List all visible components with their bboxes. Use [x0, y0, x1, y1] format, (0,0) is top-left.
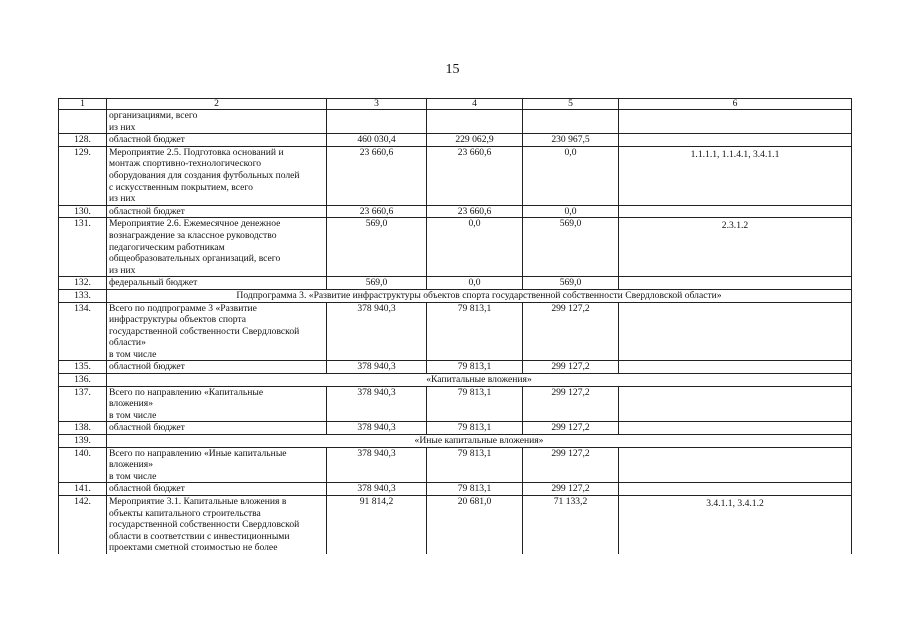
budget-table — [58, 98, 852, 554]
table-row — [59, 447, 852, 483]
section-row — [59, 374, 852, 387]
value-col3-cell: 378 940,3 — [327, 483, 427, 496]
table-row — [59, 483, 852, 496]
row-number-cell: 141. — [59, 483, 107, 496]
value-col3-cell — [327, 110, 427, 134]
item-name-line: монтаж спортивно-технологического — [109, 158, 262, 170]
row-number-cell: 140. — [59, 447, 107, 483]
target-codes-cell — [619, 483, 852, 496]
column-header: 5 — [523, 99, 619, 110]
item-name-cell — [107, 205, 327, 218]
value-col4-cell: 229 062,9 — [427, 134, 523, 147]
item-name-line: педагогическим работникам — [109, 241, 225, 253]
table-row — [59, 205, 852, 218]
target-codes-cell — [619, 302, 852, 361]
item-name-cell — [107, 483, 327, 496]
value-col4-cell: 79 813,1 — [427, 302, 523, 361]
value-col5-cell: 299 127,2 — [523, 447, 619, 483]
item-name-cell — [107, 302, 327, 361]
item-name-cell — [107, 146, 327, 205]
row-number-cell: 136. — [59, 374, 107, 387]
item-name-line: Мероприятие 3.1. Капитальные вложения в — [109, 496, 287, 507]
item-name-line: областной бюджет — [109, 134, 185, 146]
value-col5-cell: 0,0 — [523, 146, 619, 205]
value-col4-cell: 23 660,6 — [427, 205, 523, 218]
item-name-cell — [107, 134, 327, 147]
item-name-line: Мероприятие 2.6. Ежемесячное денежное — [109, 218, 281, 230]
item-name-line: проектами сметной стоимостью не более — [109, 542, 278, 554]
item-name-cell — [107, 361, 327, 374]
value-col4-cell — [427, 110, 523, 134]
target-codes-cell — [619, 386, 852, 422]
item-name-cell — [107, 447, 327, 483]
table-body — [59, 99, 852, 554]
row-number-cell: 138. — [59, 422, 107, 435]
target-codes-cell — [619, 277, 852, 290]
item-name-line: организациями, всего — [109, 110, 198, 121]
table-row — [59, 386, 852, 422]
value-col5-cell: 569,0 — [523, 277, 619, 290]
section-title-cell: Подпрограмма 3. «Развитие инфраструктуры объектов спорта государственной собственности Свердловской области» — [107, 289, 852, 302]
item-name-line: общеобразовательных организаций, всего — [109, 253, 281, 265]
item-name-cell — [107, 277, 327, 290]
row-number-cell: 128. — [59, 134, 107, 147]
value-col4-cell: 79 813,1 — [427, 361, 523, 374]
value-col3-cell: 569,0 — [327, 277, 427, 290]
item-name-line: вложения» — [109, 459, 153, 471]
value-col5-cell — [523, 110, 619, 134]
row-number-cell: 132. — [59, 277, 107, 290]
section-row — [59, 289, 852, 302]
section-title-cell: «Иные капитальные вложения» — [107, 435, 852, 448]
value-col5-cell: 299 127,2 — [523, 386, 619, 422]
item-name-cell — [107, 496, 327, 554]
value-col4-cell: 20 681,0 — [427, 496, 523, 554]
value-col3-cell: 378 940,3 — [327, 361, 427, 374]
value-col4-cell: 79 813,1 — [427, 483, 523, 496]
value-col3-cell: 378 940,3 — [327, 386, 427, 422]
value-col3-cell: 23 660,6 — [327, 205, 427, 218]
item-name-line: инфраструктуры объектов спорта — [109, 314, 247, 326]
item-name-line: области в соответствии с инвестиционными — [109, 530, 290, 542]
item-name-cell — [107, 218, 327, 277]
table-row — [59, 496, 852, 554]
table-row — [59, 110, 852, 134]
row-number-cell: 130. — [59, 205, 107, 218]
column-header: 3 — [327, 99, 427, 110]
column-header: 6 — [619, 99, 852, 110]
row-number-cell: 142. — [59, 496, 107, 554]
value-col3-cell: 23 660,6 — [327, 146, 427, 205]
column-header: 2 — [107, 99, 327, 110]
row-number-cell: 131. — [59, 218, 107, 277]
value-col5-cell: 230 967,5 — [523, 134, 619, 147]
value-col5-cell: 569,0 — [523, 218, 619, 277]
target-codes-cell — [619, 361, 852, 374]
target-codes-cell: 1.1.1.1, 1.1.4.1, 3.4.1.1 — [619, 146, 852, 205]
row-number-cell: 135. — [59, 361, 107, 374]
item-name-line: вложения» — [109, 398, 153, 410]
value-col5-cell: 71 133,2 — [523, 496, 619, 554]
item-name-line: государственной собственности Свердловской — [109, 519, 300, 531]
row-number-cell — [59, 110, 107, 134]
value-col5-cell: 299 127,2 — [523, 302, 619, 361]
item-name-cell — [107, 386, 327, 422]
value-col4-cell: 79 813,1 — [427, 422, 523, 435]
value-col4-cell: 0,0 — [427, 218, 523, 277]
item-name-line: в том числе — [109, 409, 157, 421]
target-codes-cell: 2.3.1.2 — [619, 218, 852, 277]
row-number-cell: 133. — [59, 289, 107, 302]
value-col4-cell: 79 813,1 — [427, 447, 523, 483]
value-col3-cell: 460 030,4 — [327, 134, 427, 147]
item-name-line: Всего по направлению «Капитальные — [109, 386, 264, 398]
section-title-cell: «Капитальные вложения» — [107, 374, 852, 387]
item-name-line: с искусственным покрытием, всего — [109, 181, 253, 193]
item-name-line: Всего по подпрограмме 3 «Развитие — [109, 302, 257, 314]
row-number-cell: 129. — [59, 146, 107, 205]
item-name-line: областной бюджет — [109, 422, 185, 434]
column-header: 1 — [59, 99, 107, 110]
item-name-line: из них — [109, 121, 136, 133]
item-name-line: объекты капитального строительства — [109, 507, 261, 519]
table-row — [59, 134, 852, 147]
value-col3-cell: 378 940,3 — [327, 447, 427, 483]
target-codes-cell — [619, 422, 852, 435]
item-name-line: областной бюджет — [109, 483, 185, 495]
target-codes-cell — [619, 447, 852, 483]
item-name-line: государственной собственности Свердловской — [109, 325, 300, 337]
item-name-line: в том числе — [109, 470, 157, 482]
value-col5-cell: 299 127,2 — [523, 361, 619, 374]
table-row — [59, 302, 852, 361]
table-row — [59, 146, 852, 205]
value-col5-cell: 299 127,2 — [523, 422, 619, 435]
item-name-line: в том числе — [109, 348, 157, 360]
item-name-line: из них — [109, 264, 136, 276]
value-col4-cell: 79 813,1 — [427, 386, 523, 422]
item-name-line: Мероприятие 2.5. Подготовка оснований и — [109, 146, 284, 158]
value-col3-cell: 378 940,3 — [327, 422, 427, 435]
row-number-cell: 137. — [59, 386, 107, 422]
value-col5-cell: 0,0 — [523, 205, 619, 218]
target-codes-cell — [619, 134, 852, 147]
value-col4-cell: 0,0 — [427, 277, 523, 290]
value-col3-cell: 91 814,2 — [327, 496, 427, 554]
item-name-line: вознаграждение за классное руководство — [109, 229, 277, 241]
table-row — [59, 361, 852, 374]
column-header: 4 — [427, 99, 523, 110]
page-number: 15 — [445, 62, 460, 77]
item-name-line: области» — [109, 337, 146, 349]
item-name-line: федеральный бюджет — [109, 277, 198, 289]
row-number-cell: 139. — [59, 435, 107, 448]
target-codes-cell: 3.4.1.1, 3.4.1.2 — [619, 496, 852, 554]
value-col3-cell: 569,0 — [327, 218, 427, 277]
target-codes-cell — [619, 205, 852, 218]
item-name-line: областной бюджет — [109, 361, 185, 373]
table-header-row — [59, 99, 852, 110]
value-col5-cell: 299 127,2 — [523, 483, 619, 496]
table-row — [59, 277, 852, 290]
item-name-line: оборудования для создания футбольных полей — [109, 169, 300, 181]
value-col4-cell: 23 660,6 — [427, 146, 523, 205]
item-name-line: из них — [109, 193, 136, 205]
item-name-cell — [107, 422, 327, 435]
row-number-cell: 134. — [59, 302, 107, 361]
value-col3-cell: 378 940,3 — [327, 302, 427, 361]
item-name-line: Всего по направлению «Иные капитальные — [109, 447, 287, 459]
table-row — [59, 422, 852, 435]
item-name-line: областной бюджет — [109, 205, 185, 217]
item-name-cell — [107, 110, 327, 134]
section-row — [59, 435, 852, 448]
table-row — [59, 218, 852, 277]
target-codes-cell — [619, 110, 852, 134]
